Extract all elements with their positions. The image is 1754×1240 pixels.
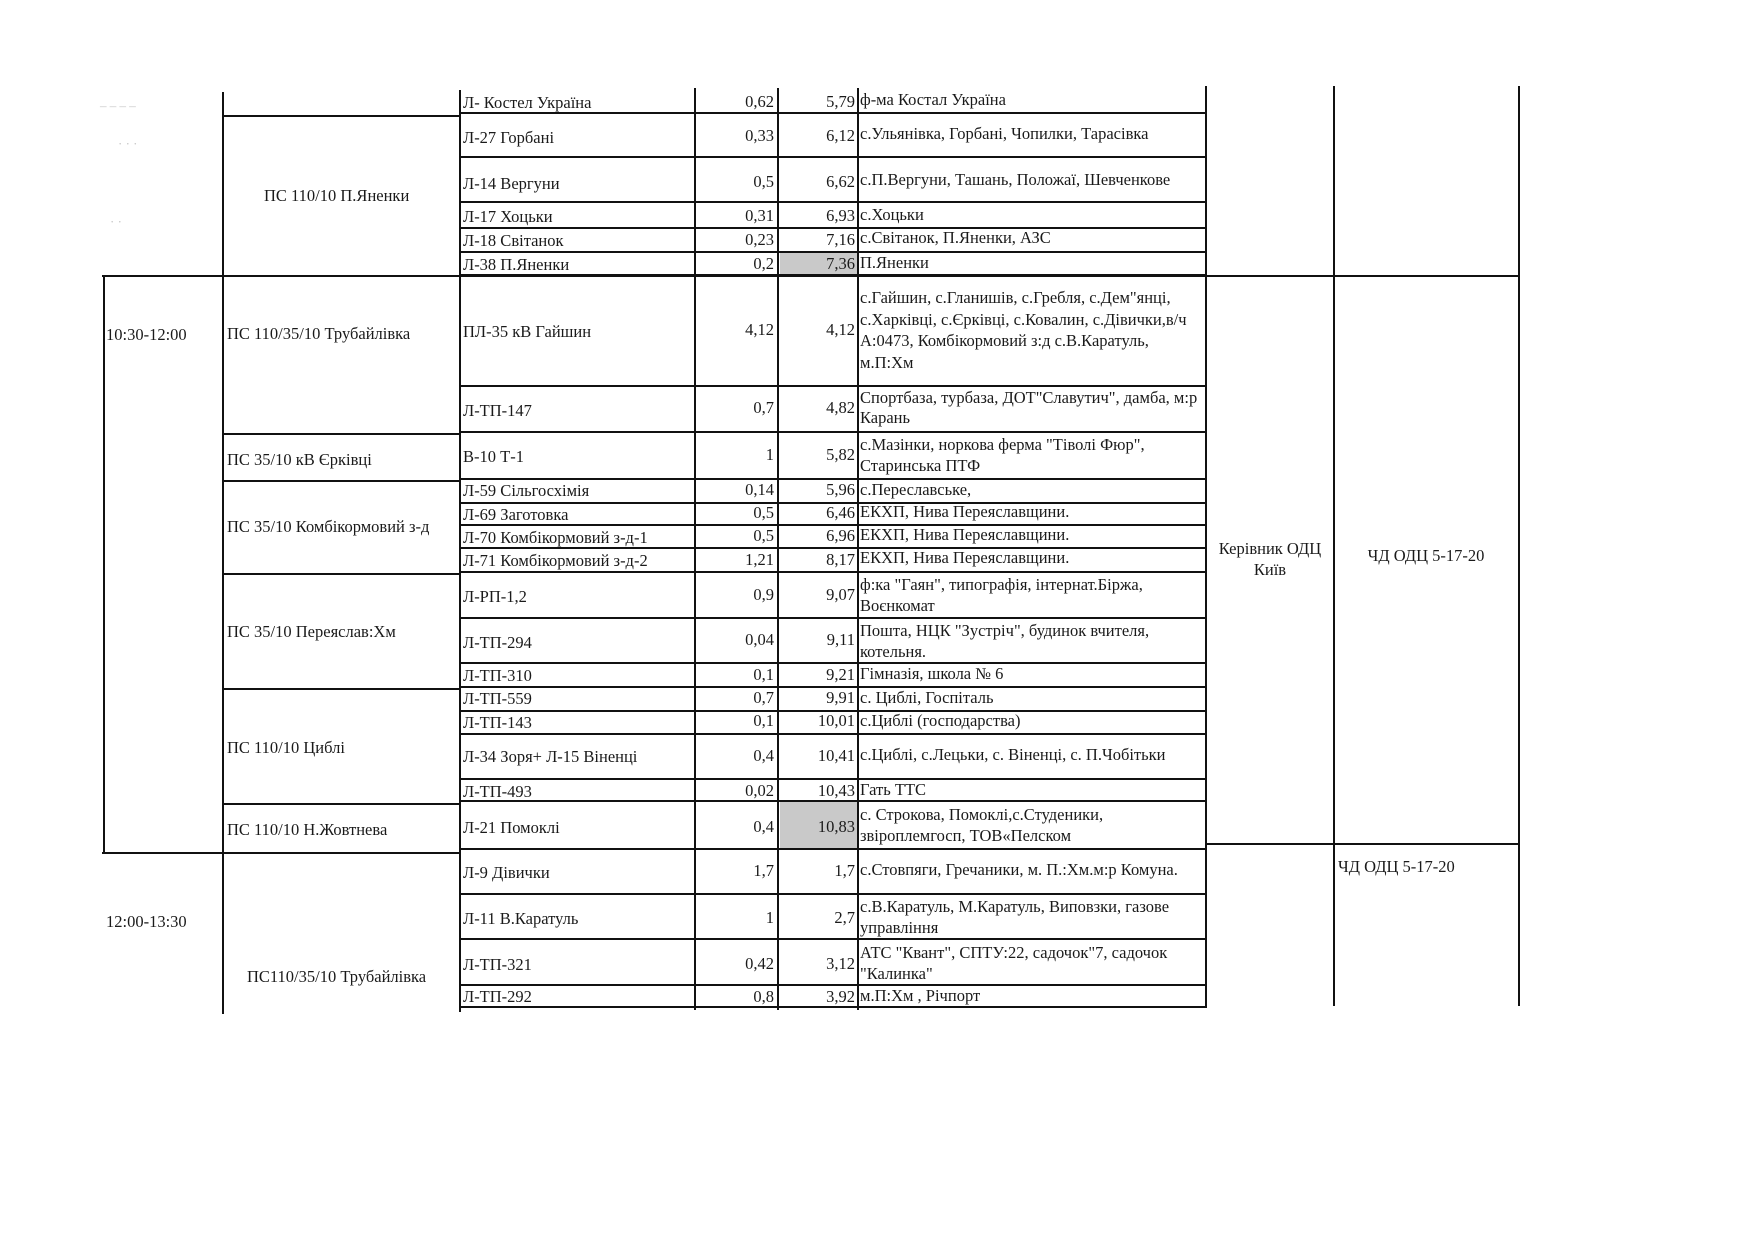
load-value: 0,1 <box>753 711 774 730</box>
total-value: 10,41 <box>817 746 855 765</box>
load-value: 0,8 <box>753 987 774 1006</box>
total-value: 6,96 <box>826 526 855 545</box>
total-value: 4,82 <box>826 398 855 417</box>
load-value: 1 <box>765 908 774 927</box>
line-name: Л-ТП-292 <box>463 987 532 1006</box>
load-value: 0,4 <box>753 817 774 836</box>
responsible-city: Київ <box>1253 560 1287 579</box>
substation-name: ПС 110/35/10 Трубайлівка <box>227 324 411 343</box>
consumers-text: с. Строкова, Помоклі,с.Студеники, звіроплемгосп, ТОВ«Пелском <box>860 805 1104 845</box>
consumers-text: с.Циблі, с.Лецьки, с. Віненці, с. П.Чобітьки <box>860 745 1166 764</box>
substation-name: ПС 110/10 П.Яненки <box>264 186 410 205</box>
total-value: 2,7 <box>834 908 855 927</box>
substation-name: ПС 110/10 Н.Жовтнева <box>227 820 388 839</box>
consumers-text: ф:ка "Гаян", типографія, інтернат.Біржа, Воєнкомат <box>860 575 1143 615</box>
substation-name: ПС 110/10 Циблі <box>227 738 345 757</box>
load-value: 0,42 <box>745 954 774 973</box>
total-value: 3,92 <box>826 987 855 1006</box>
consumers-text: Спортбаза, турбаза, ДОТ"Славутич", дамба, м:р Карань <box>860 388 1198 427</box>
line-name: Л-9 Дівички <box>463 863 550 882</box>
bleed-through-mark: · · · <box>118 136 138 151</box>
bleed-through-mark: · · <box>110 214 122 229</box>
consumers-text: с.Переславське, <box>860 480 972 499</box>
consumers-text: с.П.Вергуни, Ташань, Положаї, Шевченкове <box>860 170 1171 189</box>
line-name: Л-17 Хоцьки <box>463 207 553 226</box>
consumers-text: с.В.Каратуль, М.Каратуль, Виповзки, газове управління <box>860 897 1170 937</box>
substation-name: ПС 35/10 кВ Єрківці <box>227 450 372 469</box>
line-name: Л-69 Заготовка <box>463 505 569 524</box>
load-value: 0,5 <box>753 503 774 522</box>
line-name: Л-71 Комбікормовий з-д-2 <box>463 551 648 570</box>
line-name: Л-ТП-147 <box>463 401 532 420</box>
consumers-text: АТС "Квант", СПТУ:22, садочок"7, садочок "Калинка" <box>860 943 1168 983</box>
consumers-text: м.П:Хм , Річпорт <box>860 986 981 1005</box>
load-value: 0,1 <box>753 665 774 684</box>
line-name: Л-18 Світанок <box>463 231 564 250</box>
load-value: 0,7 <box>753 398 774 417</box>
load-value: 4,12 <box>745 320 774 339</box>
total-value: 8,17 <box>826 550 855 569</box>
time-slot: 12:00-13:30 <box>106 912 187 931</box>
consumers-text: с.Циблі (господарства) <box>860 711 1021 730</box>
consumers-text: с.Хоцьки <box>860 205 924 224</box>
load-value: 0,7 <box>753 688 774 707</box>
total-value: 9,07 <box>826 585 855 604</box>
load-value: 0,33 <box>745 126 774 145</box>
consumers-text: с.Світанок, П.Яненки, АЗС <box>860 228 1051 247</box>
consumers-text: Гімназія, школа № 6 <box>860 664 1004 683</box>
line-name: Л-14 Вергуни <box>463 174 560 193</box>
load-value: 0,04 <box>745 630 774 649</box>
load-value: 0,4 <box>753 746 774 765</box>
substation-name: ПС110/35/10 Трубайлівка <box>247 967 427 986</box>
consumers-text: Гать ТТС <box>860 780 927 799</box>
consumers-text: с.Ульянівка, Горбані, Чопилки, Тарасівка <box>860 124 1149 143</box>
consumers-text: с.Гайшин, с.Гланишів, с.Гребля, с.Дем"янці, с.Харківці, с.Єрківці, с.Ковалин, с.Дівички,в/ч А:0473, Комбікормовий з:д с.В.Каратуль, м.П:Хм <box>860 288 1187 372</box>
line-name: ПЛ-35 кВ Гайшин <box>463 322 592 341</box>
consumers-text: П.Яненки <box>860 253 929 272</box>
line-name: Л-34 Зоря+ Л-15 Віненці <box>463 747 638 766</box>
line-name: В-10 Т-1 <box>463 447 524 466</box>
total-value: 10,43 <box>817 781 855 800</box>
contact-phone: ЧД ОДЦ 5-17-20 <box>1338 857 1455 876</box>
total-value: 5,82 <box>826 445 855 464</box>
load-value: 0,02 <box>745 781 774 800</box>
line-name: Л-ТП-493 <box>463 782 532 801</box>
total-value: 9,91 <box>826 688 855 707</box>
line-name: Л-ТП-294 <box>463 633 532 652</box>
total-value: 6,62 <box>826 172 855 191</box>
load-value: 1,21 <box>745 550 774 569</box>
load-value: 0,62 <box>745 92 774 111</box>
consumers-text: ЕКХП, Нива Переяславщини. <box>860 525 1070 544</box>
line-name: Л-РП-1,2 <box>463 587 527 606</box>
load-value: 0,2 <box>753 254 774 273</box>
consumers-text: ЕКХП, Нива Переяславщини. <box>860 548 1070 567</box>
substation-name: ПС 35/10 Комбікормовий з-д <box>227 517 430 536</box>
consumers-text: с. Циблі, Госпіталь <box>860 688 994 707</box>
substation-name: ПС 35/10 Переяслав:Хм <box>227 622 396 641</box>
load-value: 0,23 <box>745 230 774 249</box>
total-value: 1,7 <box>834 861 855 880</box>
load-value: 1 <box>765 445 774 464</box>
line-name: Л-11 В.Каратуль <box>463 909 579 928</box>
line-name: Л-ТП-559 <box>463 689 532 708</box>
total-value: 4,12 <box>826 320 855 339</box>
total-value: 5,96 <box>826 480 855 499</box>
line-name: Л-70 Комбікормовий з-д-1 <box>463 528 648 547</box>
total-value: 10,01 <box>817 711 855 730</box>
load-value: 0,5 <box>753 526 774 545</box>
total-value: 10,83 <box>817 817 855 836</box>
total-value: 9,11 <box>826 630 855 649</box>
line-name: Л-ТП-321 <box>463 955 532 974</box>
time-slot: 10:30-12:00 <box>106 325 187 344</box>
total-value: 6,93 <box>826 206 855 225</box>
consumers-text: ЕКХП, Нива Переяславщини. <box>860 502 1070 521</box>
total-value: 6,46 <box>826 503 855 522</box>
line-name: Л-27 Горбані <box>463 128 555 147</box>
consumers-text: ф-ма Костал Україна <box>860 90 1006 109</box>
load-value: 0,14 <box>745 480 774 499</box>
total-value: 6,12 <box>826 126 855 145</box>
line-name: Л-59 Сільгосхімія <box>463 481 590 500</box>
total-value: 7,16 <box>826 230 855 249</box>
line-name: Л-ТП-310 <box>463 666 532 685</box>
total-value: 3,12 <box>826 954 855 973</box>
load-value: 0,9 <box>753 585 774 604</box>
load-value: 0,5 <box>753 172 774 191</box>
total-value: 7,36 <box>826 254 855 273</box>
load-value: 1,7 <box>753 861 774 880</box>
line-name: Л-21 Помоклі <box>463 818 560 837</box>
line-name: Л- Костел Україна <box>463 93 592 112</box>
bleed-through-mark: – – – – <box>100 98 136 113</box>
responsible-person <box>1208 538 1332 580</box>
responsible-title: Керівник ОДЦ <box>1218 539 1322 558</box>
consumers-text: с.Стовпяги, Гречаники, м. П.:Хм.м:р Комуна. <box>860 860 1178 879</box>
line-name: Л-38 П.Яненки <box>463 255 570 274</box>
contact-phone: ЧД ОДЦ 5-17-20 <box>1367 546 1485 565</box>
consumers-text: Пошта, НЦК "Зустріч", будинок вчителя, котельня. <box>860 621 1150 661</box>
total-value: 5,79 <box>826 92 855 111</box>
total-value: 9,21 <box>826 665 855 684</box>
line-name: Л-ТП-143 <box>463 713 532 732</box>
load-value: 0,31 <box>745 206 774 225</box>
consumers-text: с.Мазінки, норкова ферма "Тіволі Фюр", Старинська ПТФ <box>860 435 1145 475</box>
